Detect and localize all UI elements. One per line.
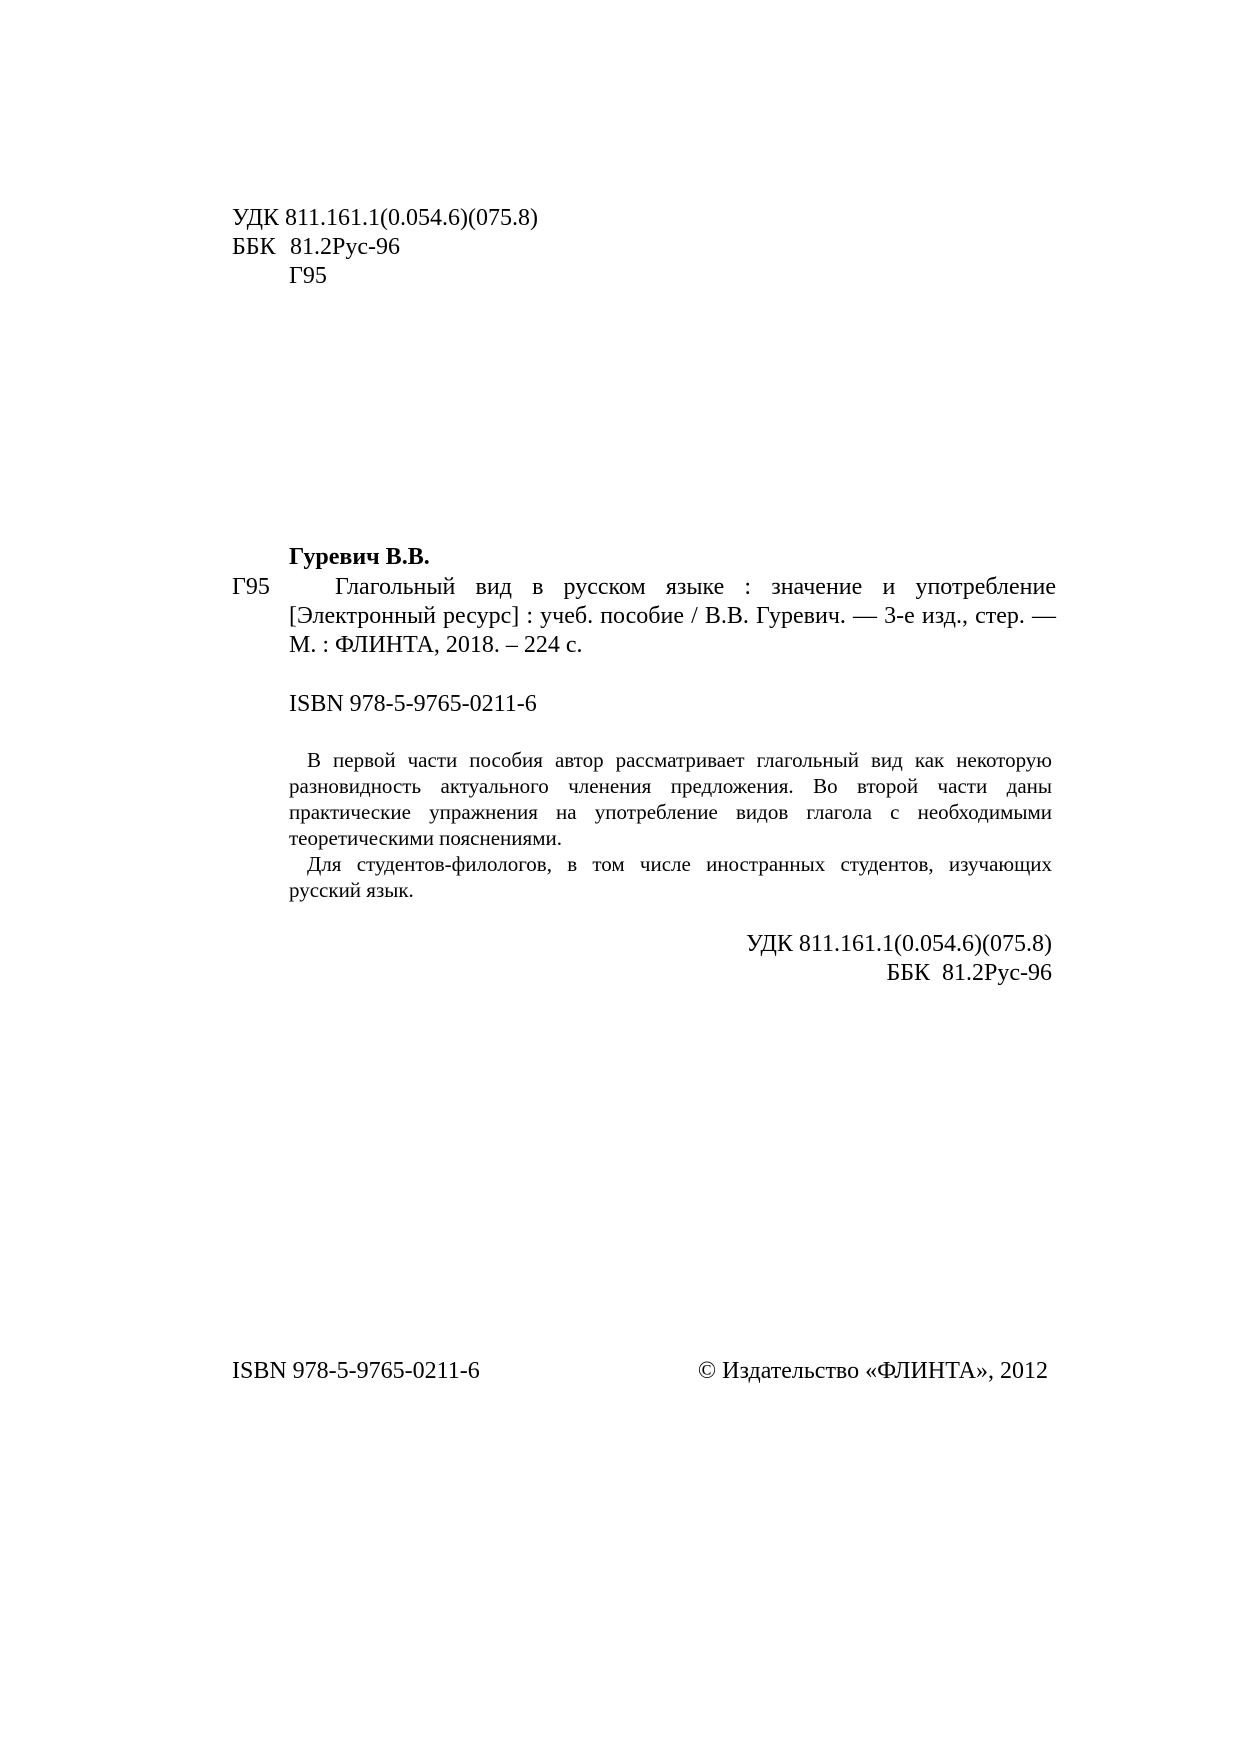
- record-isbn: ISBN 978-5-9765-0211-6: [289, 691, 537, 717]
- bbk-code-bottom: ББК 81.2Рус-96: [886, 960, 1052, 986]
- udk-code-top: УДК 811.161.1(0.054.6)(075.8): [232, 205, 539, 231]
- annotation-paragraph-2: Для студентов-филологов, в том числе иностранных студентов, изучающих русский язык.: [289, 852, 1052, 902]
- bbk-label: ББК: [232, 234, 276, 260]
- annotation: [289, 747, 1052, 903]
- bbk-code-top: [232, 233, 400, 261]
- author-mark: Г95: [232, 574, 270, 600]
- author-heading: Гуревич В.В.: [289, 544, 430, 570]
- author-mark-top: Г95: [289, 263, 327, 289]
- footer-copyright: © Издательство «ФЛИНТА», 2012: [697, 1358, 1048, 1384]
- bibliographic-text: Глагольный вид в русском языке : значение и употребление [Электронный ресурс] : учеб. пособие / В.В. Гуревич. — 3-е изд., стер. — М. : ФЛИНТА, 2018. – 224 с.: [289, 574, 1056, 658]
- bibliographic-description: [289, 573, 1056, 660]
- udk-code-bottom: УДК 811.161.1(0.054.6)(075.8): [745, 931, 1052, 957]
- classification-bottom: [746, 930, 1052, 988]
- bbk-value: 81.2Рус-96: [290, 234, 400, 260]
- annotation-paragraph-1: В первой части пособия автор рассматривает глагольный вид как некоторую разновидность актуального членения предложения. Во второй части даны практические упражнения на употребление видов глагола с необходимыми теоретическими пояснениями.: [289, 748, 1052, 850]
- footer-isbn: ISBN 978-5-9765-0211-6: [232, 1358, 480, 1384]
